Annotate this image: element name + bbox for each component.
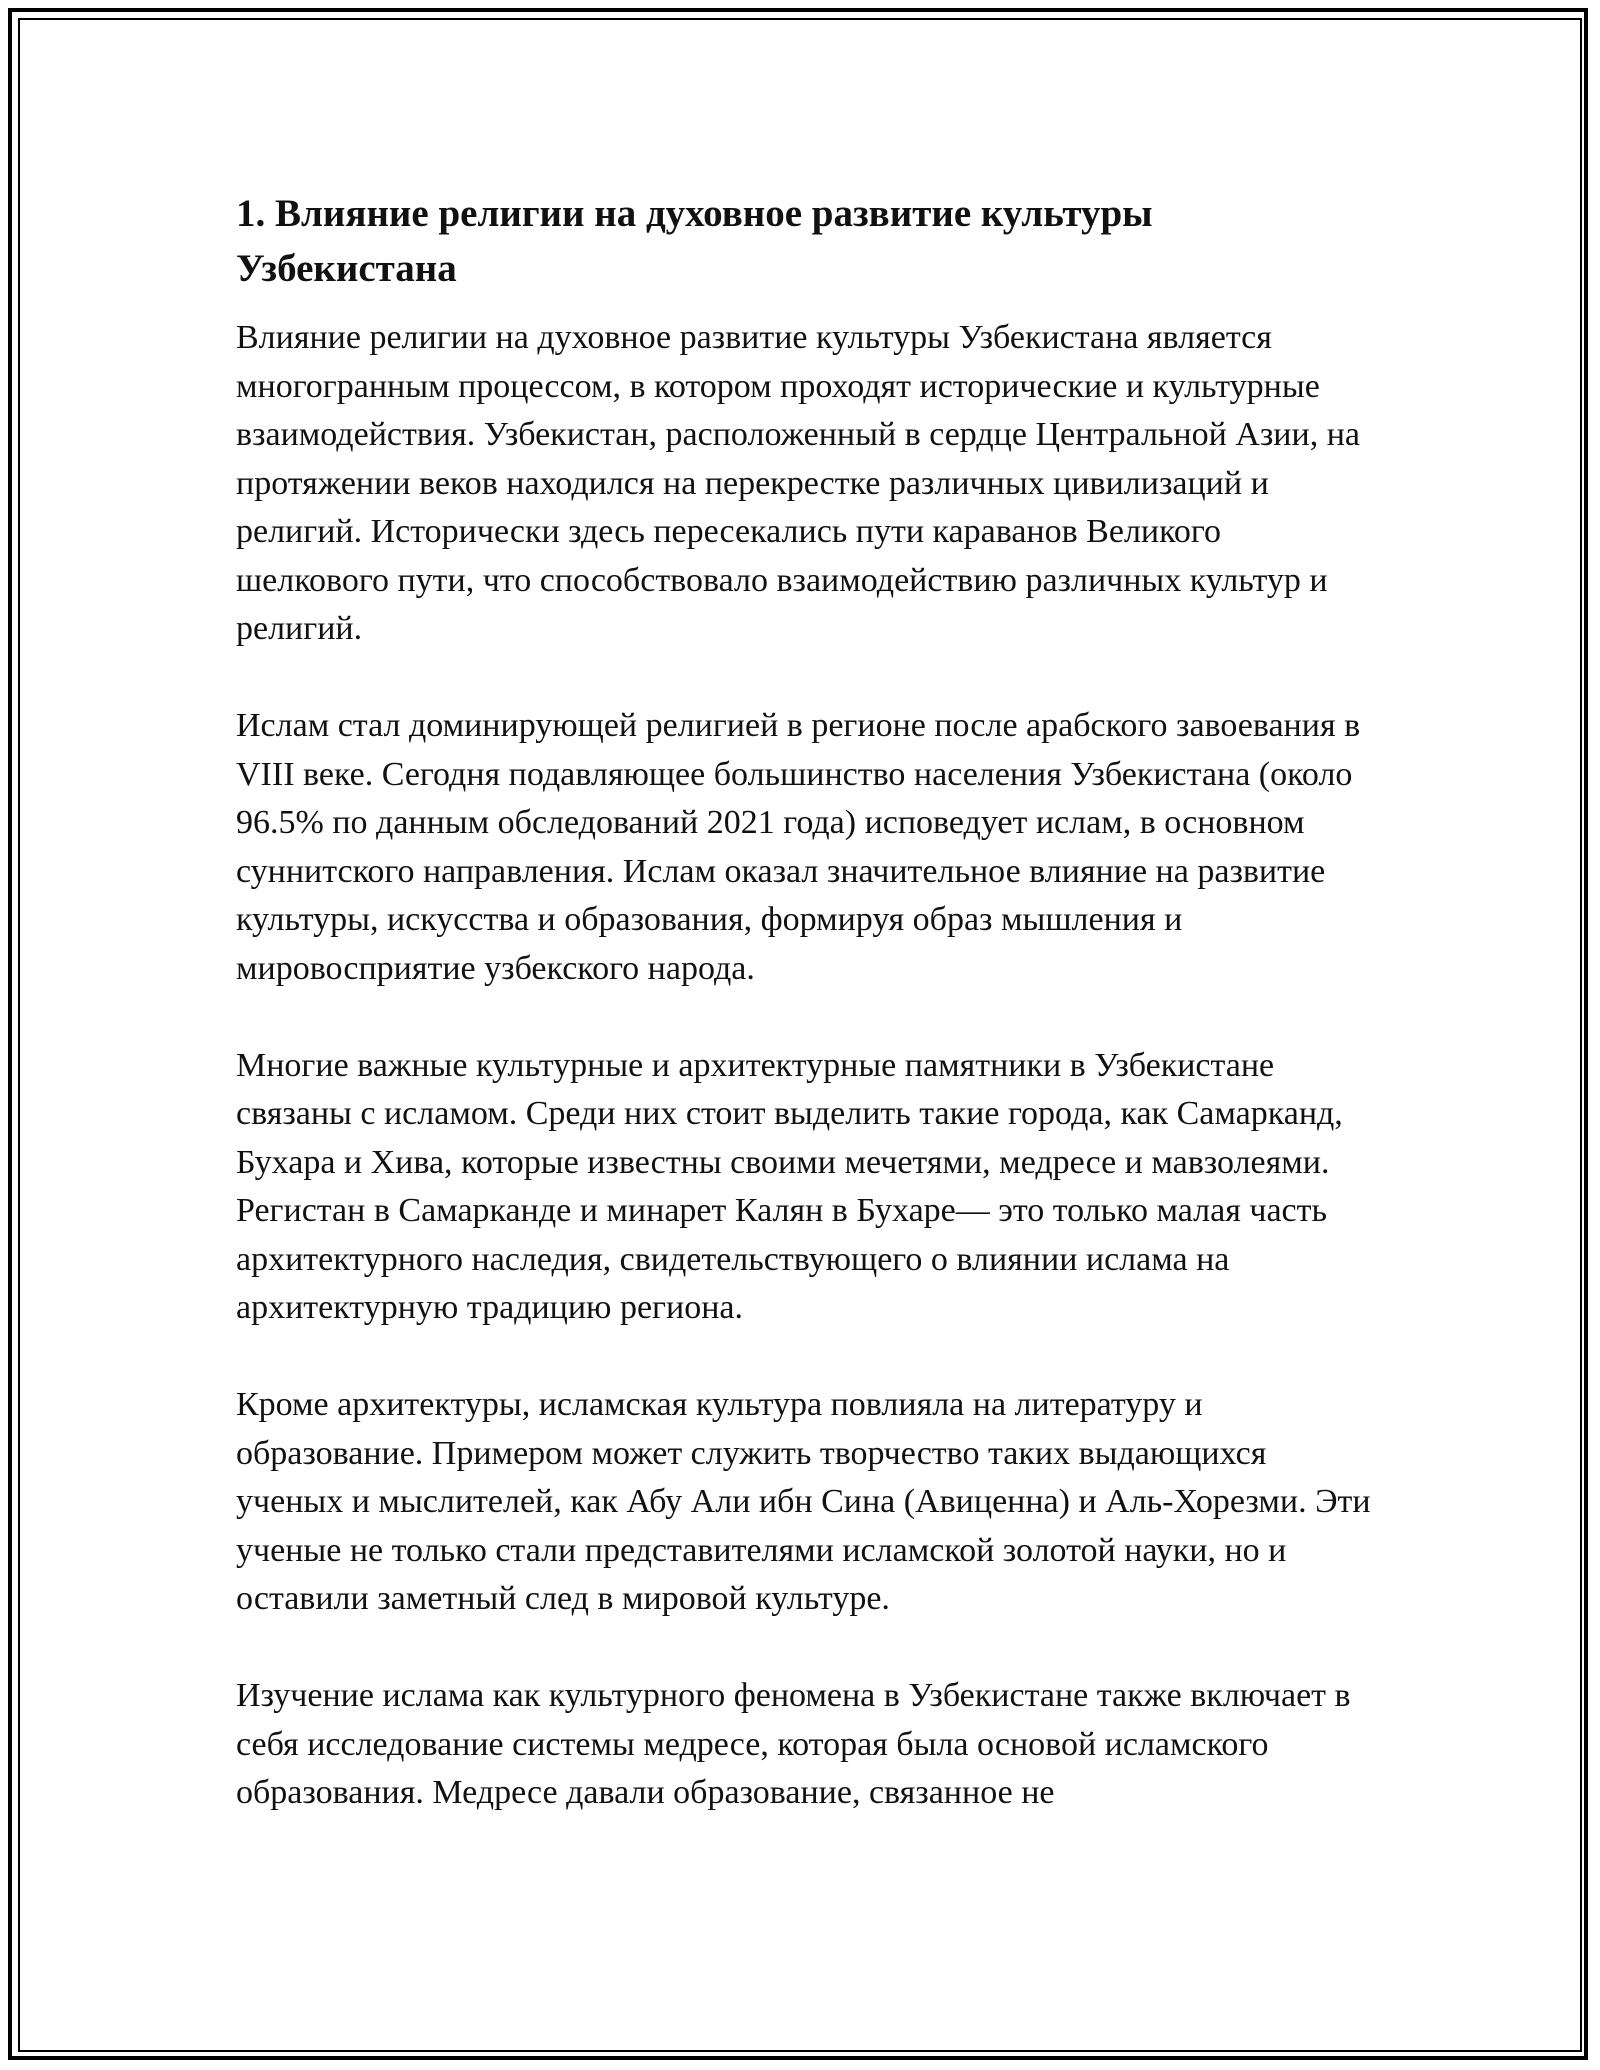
paragraph-4: Кроме архитектуры, исламская культура повлияла на литературу и образование. Примером может служить творчество таких выдающихся ученых и мыслителей, как Абу Али ибн Сина (Авиценна) и Аль-Хорезми. Эти ученые не только стали представителями исламской золотой науки, но и оставили заметный след в мировой культуре. xyxy=(236,1386,1371,1617)
section-heading: 1. Влияние религии на духовное развитие культуры Узбекистана xyxy=(236,192,1153,290)
paragraph-2: Ислам стал доминирующей религией в регионе после арабского завоевания в VIII веке. Сегодня подавляющее большинство населения Узбекистана (около 96.5% по данным обследований 2021 года) исповедует ислам, в основном суннитского направления. Ислам оказал значительное влияние на развитие культуры, искусства и образования, формируя образ мышления и мировосприятие узбекского народа. xyxy=(236,707,1361,987)
paragraph-1: Влияние религии на духовное развитие культуры Узбекистана является многогранным процессом, в котором проходят исторические и культурные взаимодействия. Узбекистан, расположенный в сердце Центральной Азии, на протяжении веков находился на перекрестке различных цивилизаций и религий. Исторически здесь пересекались пути караванов Великого шелкового пути, что способствовало взаимодействию различных культур и религий. xyxy=(236,319,1360,647)
paragraph-5: Изучение ислама как культурного феномена в Узбекистане также включает в себя исследование системы медресе, которая была основой исламского образования. Медресе давали образование, связанное не xyxy=(236,1677,1351,1811)
document-page xyxy=(236,186,1376,1818)
paragraph-3: Многие важные культурные и архитектурные памятники в Узбекистане связаны с исламом. Среди них стоит выделить такие города, как Самарканд, Бухара и Хива, которые известны своими мечетями, медресе и мавзолеями. Регистан в Самарканде и минарет Калян в Бухаре— это только малая часть архитектурного наследия, свидетельствующего о влиянии ислама на архитектурную традицию региона. xyxy=(236,1046,1343,1326)
